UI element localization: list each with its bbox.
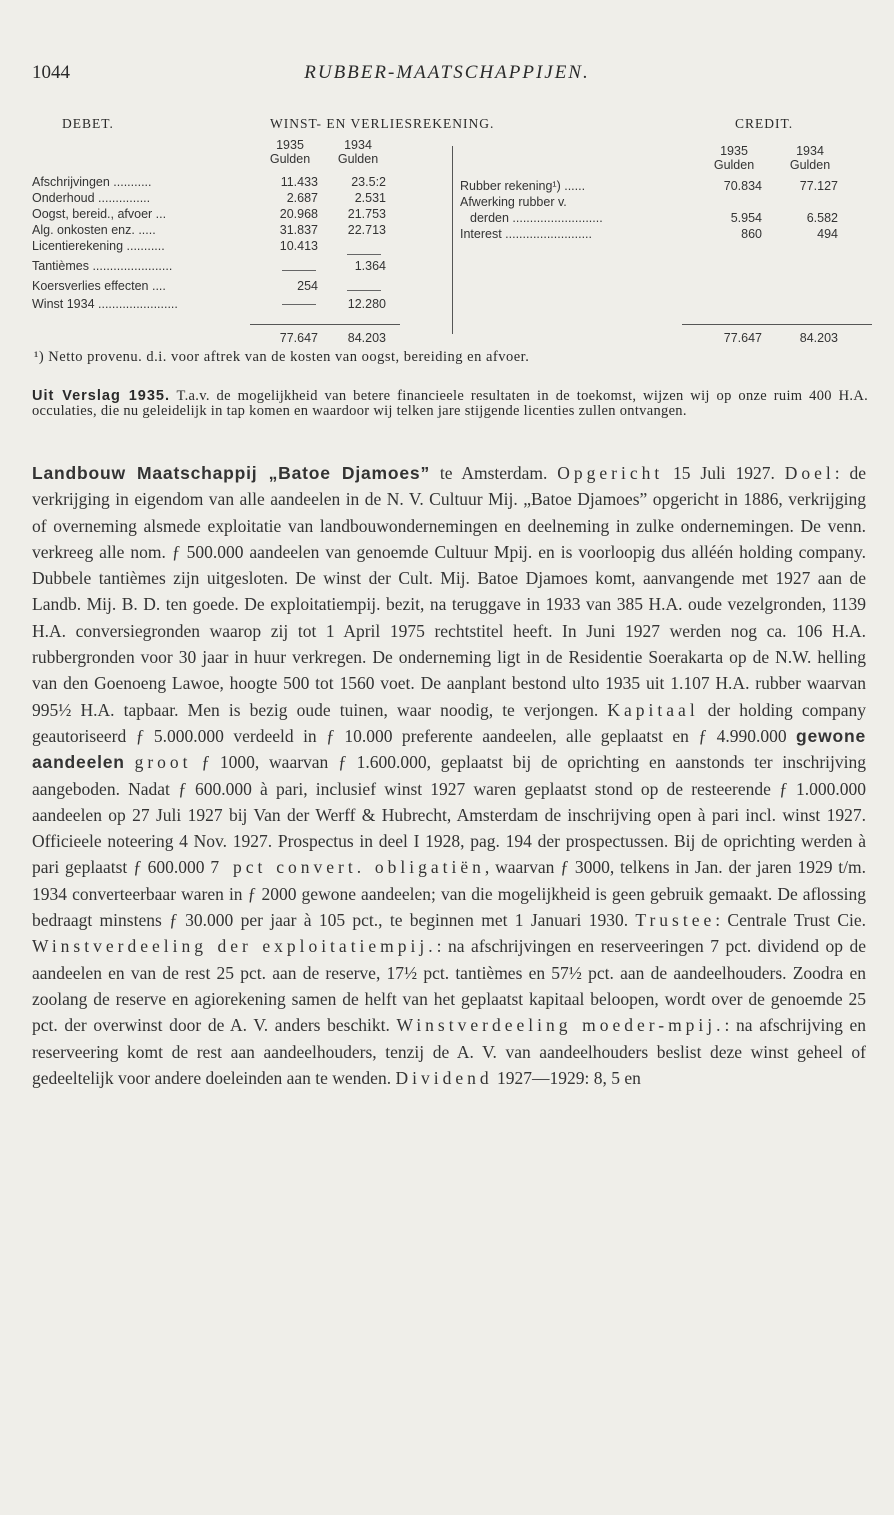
text-run: ƒ 1000, waarvan ƒ 1.600.000, geplaatst bij de oprichting en aanstonds ter inschrijving aangeboden. Nadat ƒ 600.000 à pari, inclusief winst 1927 waren geplaatst stond op de resteerende ƒ 1.000.000 aandeelen op 27 Juli 1927 bij Van der Werff & Hubrecht, Amsterdam de inschrijving open à pari incl. winst 1927. Officieele noteering 4 Nov. 1927. Prospectus in deel I 1928, pag. 194 der prospectussen. Bij de oprichting werden à pari geplaatst ƒ 600.000 <box>32 752 867 878</box>
credit-label: CREDIT. <box>735 116 794 131</box>
statement-title: WINST- EN VERLIESREKENING. <box>270 116 495 131</box>
debet-col-1934-header <box>328 138 388 166</box>
currency-label: Gulden <box>337 152 379 166</box>
text-run: : na afschrijvingen en reserveeringen 7 pct. dividend op de aandeelen en van de rest 25 pct. aan de reserve, 17½ pct. tantièmes en 57½ pct. aan de aandeelhouders. Zoodra en zoolang de reserve en agiorekening samen de helft van het geplaatst kapitaal beloopen, wordt over de genoemde 25 pct. der overwinst door de A. V. anders beschikt. <box>32 936 867 1036</box>
value-1935: 254 <box>297 279 318 293</box>
value-1934: 1.364 <box>354 259 386 273</box>
value-1934: 77.127 <box>799 179 838 193</box>
company-name: Landbouw Maatschappij „Batoe Djamoes” <box>32 463 430 483</box>
row-label: Oogst, bereid., afvoer ... <box>32 207 167 221</box>
text-run: der holding company geautoriseerd ƒ 5.000.000 verdeeld in ƒ 10.000 preferente aandeelen, alle geplaatst en ƒ 4.990.000 <box>32 699 866 746</box>
dash-mark <box>282 304 316 305</box>
term-groot: groot <box>134 752 192 773</box>
row-label: Licentierekening ........... <box>32 239 165 253</box>
row-label: Onderhoud ............... <box>32 191 151 205</box>
total-1934: 84.203 <box>347 331 386 345</box>
value-1935: 20.968 <box>279 207 318 221</box>
value-1935: 5.954 <box>730 211 762 225</box>
text-run: : Centrale Trust Cie. <box>715 910 867 931</box>
year-label: 1935 <box>720 144 748 158</box>
value-1935: 11.433 <box>280 175 318 189</box>
row-label: Winst 1934 ....................... <box>32 297 178 311</box>
page-number: 1044 <box>32 62 70 83</box>
term-gewone-aandeelen: gewone aandeelen <box>32 725 866 773</box>
column-divider <box>452 146 453 334</box>
total-1934: 84.203 <box>799 331 838 345</box>
verslag-paragraph <box>32 389 868 419</box>
value-1934: 12.280 <box>347 297 386 311</box>
term-dividend: Dividend <box>395 1067 493 1088</box>
row-label: derden .......................... <box>470 211 603 225</box>
value-1934: 22.713 <box>347 223 386 237</box>
row-label: Alg. onkosten enz. ..... <box>32 223 156 237</box>
text-run: , waarvan ƒ 3000, telkens in Jan. der jaren 1929 t/m. 1934 converteerbaar waren in ƒ 2000 gewone aandeelen; van die mogelijkheid is geen gebruik gemaakt. De aflossing bedraagt minstens ƒ 30.000 per jaar à 105 pct., te beginnen met 1 Januari 1930. <box>32 857 867 931</box>
row-label: Rubber rekening¹) ...... <box>460 179 586 193</box>
row-label: Afwerking rubber v. <box>460 195 567 209</box>
value-1934: 21.753 <box>347 207 386 221</box>
value-1935: 70.834 <box>723 179 762 193</box>
term-winstverdeeling-expl: Winstverdeeling der exploitatiempij. <box>32 936 437 957</box>
term-opgericht: Opgericht <box>557 463 664 483</box>
profit-loss-statement <box>32 134 872 360</box>
verslag-lead: Uit Verslag 1935. <box>32 388 171 404</box>
currency-label: Gulden <box>789 158 831 172</box>
text-run: te Amsterdam. <box>430 463 558 483</box>
term-kapitaal: Kapitaal <box>607 699 699 720</box>
term-winstverdeeling-moeder: Winstverdeeling moeder-mpij. <box>396 1015 725 1036</box>
debet-total-rule <box>250 324 400 325</box>
row-label: Interest ......................... <box>460 227 592 241</box>
row-label: Tantièmes ....................... <box>32 259 173 273</box>
value-1934: 494 <box>817 227 838 241</box>
credit-total-rule <box>682 324 872 325</box>
value-1935: 2.687 <box>286 191 318 205</box>
company-article <box>32 460 866 1091</box>
credit-col-1935-header <box>704 144 764 172</box>
value-1935: 860 <box>741 227 762 241</box>
footnote: ¹) Netto provenu. d.i. voor aftrek van de kosten van oogst, bereiding en afvoer. <box>34 349 530 365</box>
term-trustee: Trustee <box>635 910 716 931</box>
year-label: 1935 <box>276 138 304 152</box>
value-1934: 6.582 <box>806 211 838 225</box>
currency-label: Gulden <box>713 158 755 172</box>
credit-col-1934-header <box>780 144 840 172</box>
debet-label: DEBET. <box>62 116 114 131</box>
year-label: 1934 <box>344 138 372 152</box>
year-label: 1934 <box>796 144 824 158</box>
row-label: Afschrijvingen ........... <box>32 175 152 189</box>
dash-mark <box>282 270 316 271</box>
currency-label: Gulden <box>269 152 311 166</box>
value-1935: 31.837 <box>279 223 318 237</box>
text-run: : de verkrijging in eigendom van alle aandeelen in de N. V. Cultuur Mij. „Batoe Djamoes” opgericht in 1886, verkrijging of overneming alsmede exploitatie van landbouwondernemingen en deelneming in zulke ondernemingen. De venn. verkreeg alle nom. ƒ 500.000 aandeelen van genoemde Cultuur Mpij. en is voorloopig dus alléén holding company. Dubbele tantièmes zijn uitgesloten. De winst der Cult. Mij. Batoe Djamoes komt, aanvangende met 1927 aan de Landb. Mij. B. D. ten goede. De exploitatiempij. bezit, na teruggave in 1933 van 385 H.A. oude vezelgronden, 1139 H.A. conversiegronden waarop zij tot 1 April 1975 rechtstitel heeft. In Juni 1927 werden nog ca. 106 H.A. rubbergronden voor 30 jaar in huur verkregen. De onderneming ligt in de Residentie Soerakarta op de N.W. helling van den Goenoeng Lawoe, hoogte 500 tot 1560 voet. De aanplant bestond ulto 1935 uit 1.107 H.A. rubber waarvan 995½ H.A. tapbaar. Men is bezig oude tuinen, waar noodig, te verjongen. <box>32 463 866 720</box>
value-1935: 10.413 <box>279 239 318 253</box>
total-1935: 77.647 <box>279 331 318 345</box>
total-1935: 77.647 <box>723 331 762 345</box>
running-head: RUBBER-MAATSCHAPPIJEN. <box>304 62 590 83</box>
term-convert-obligatien: 7 pct convert. obligatiën <box>210 857 485 878</box>
verslag-text: T.a.v. de mogelijkheid van betere financieele resultaten in de toekomst, wijzen wij op onze ruim 400 H.A. occulaties, die nu geleidelijk in tap komen en waardoor wij telken jare stijgende licenties zullen ontvangen. <box>32 388 869 419</box>
debet-col-1935-header <box>260 138 320 166</box>
row-label: Koersverlies effecten .... <box>32 279 166 293</box>
text-run: 1927—1929: 8, 5 en <box>492 1067 641 1088</box>
text-run <box>125 752 135 772</box>
term-doel: Doel <box>784 463 835 483</box>
text-run: : na afschrijving en reserveering komt de rest aan aandeelhouders, tenzij de A. V. van aandeelhouders beslist deze winst geheel of gedeeltelijk voor andere doeleinden aan te wenden. <box>32 1015 866 1088</box>
text-run: 15 Juli 1927. <box>663 463 785 483</box>
value-1934: 2.531 <box>354 191 386 205</box>
dash-mark <box>347 254 381 255</box>
dash-mark <box>347 290 381 291</box>
value-1934: 23.5:2 <box>351 175 386 189</box>
